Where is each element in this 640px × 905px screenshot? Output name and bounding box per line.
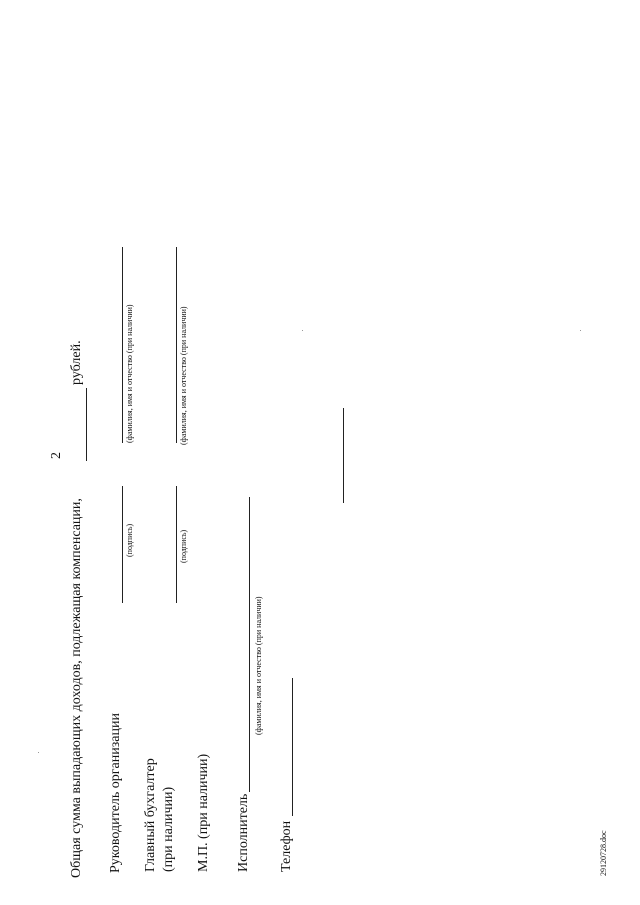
accountant-label: Главный бухгалтер: [143, 758, 158, 872]
accountant-signature-line: [176, 486, 177, 603]
scan-speck: [302, 330, 303, 331]
director-name-caption: (фамилия, имя и отчество (при наличии): [125, 304, 134, 443]
executor-name-caption: (фамилия, имя и отчество (при наличии): [254, 596, 263, 735]
page-number: 2: [49, 452, 64, 459]
phone-line: [292, 678, 293, 816]
accountant-name-caption: (фамилия, имя и отчество (при наличии): [179, 306, 188, 445]
filename-footer: 29120728.doc: [599, 830, 608, 876]
total-line-prefix: Общая сумма выпадающих доходов, подлежащая компенсации,: [69, 498, 84, 878]
total-amount-underline: [86, 388, 87, 461]
scan-speck: [38, 752, 39, 753]
accountant-name-line: [176, 247, 177, 443]
director-label: Руководитель организации: [108, 713, 123, 873]
director-name-line: [122, 247, 123, 443]
phone-label: Телефон: [279, 820, 294, 872]
scan-speck: [580, 330, 581, 331]
director-signature-caption: (подпись): [125, 523, 134, 557]
executor-line: [249, 497, 250, 792]
accountant-label-note: (при наличии): [161, 786, 176, 872]
director-signature-line: [122, 486, 123, 603]
accountant-signature-caption: (подпись): [179, 529, 188, 563]
total-line-suffix: рублей.: [69, 340, 84, 385]
stray-line: [343, 408, 344, 503]
executor-label: Исполнитель: [236, 793, 251, 872]
stamp-label: М.П. (при наличии): [196, 753, 211, 872]
